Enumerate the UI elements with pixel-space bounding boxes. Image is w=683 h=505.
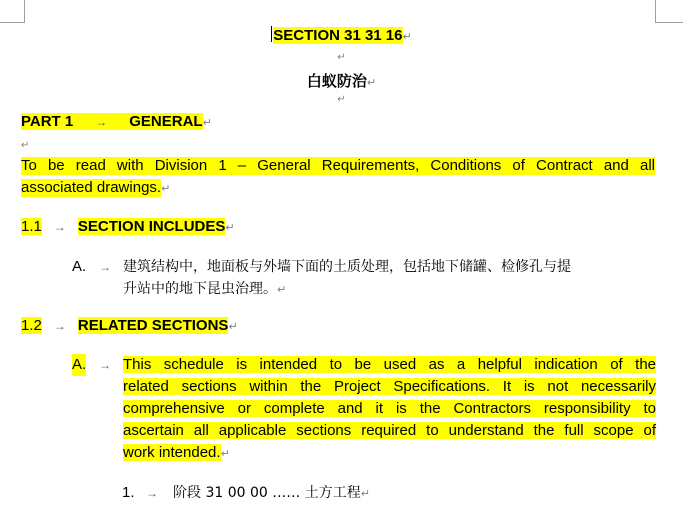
tab-arrow: → — [53, 220, 66, 234]
item-line-2: 升站中的地下昆虫治理。 — [123, 281, 277, 297]
section-title-text: SECTION 31 31 16 — [273, 27, 403, 44]
section-1-1-item-a[interactable] — [72, 256, 662, 302]
item-line-3: comprehensive or complete and it is the Contractors responsibility to — [123, 400, 656, 417]
section-1-2-title: RELATED SECTIONS — [77, 317, 229, 334]
item-line-1: 建筑结构中，地面板与外墙下面的土质处理，包括地下储罐、检修孔与提 — [123, 259, 571, 275]
tab-arrow: → — [99, 260, 111, 274]
item-text — [123, 354, 656, 465]
list-item-number: 1. — [122, 484, 135, 501]
section-subtitle[interactable] — [0, 70, 683, 91]
tab-arrow: → — [53, 319, 66, 333]
margin-crop-mark-left — [0, 0, 25, 23]
section-1-1-number: 1.1 — [21, 218, 42, 235]
empty-paragraph-mark: ↵ — [21, 140, 30, 151]
part-title: GENERAL — [129, 113, 203, 130]
paragraph-mark: ↵ — [202, 117, 212, 129]
intro-line-1: To be read with Division 1 – General Requirements, Conditions of Contract and all — [21, 157, 655, 174]
section-1-2-number: 1.2 — [21, 317, 42, 334]
part-heading[interactable] — [21, 113, 212, 130]
paragraph-mark: ↵ — [360, 487, 370, 500]
item-label: A. — [72, 258, 87, 275]
paragraph-mark: ↵ — [161, 183, 171, 195]
section-1-2-item-a[interactable] — [72, 354, 662, 466]
part-heading-highlight — [21, 113, 203, 130]
paragraph-mark: ↵ — [220, 448, 230, 460]
margin-crop-mark-right — [655, 0, 683, 23]
intro-paragraph[interactable] — [21, 155, 655, 200]
intro-line-2: associated drawings. — [21, 179, 162, 196]
item-text — [123, 256, 658, 301]
item-line-2: related sections within the Project Specifications. It is not necessarily — [123, 378, 656, 395]
related-section-list-item[interactable] — [122, 482, 522, 504]
tab-arrow: → — [146, 486, 158, 500]
paragraph-mark: ↵ — [228, 321, 238, 333]
section-subtitle-text: 白蚁防治 — [306, 72, 367, 90]
tab-arrow: → — [99, 358, 111, 372]
empty-paragraph-mark: ↵ — [337, 52, 346, 63]
section-1-2-heading[interactable] — [21, 317, 238, 334]
item-line-1: This schedule is intended to be used as a helpful indication of the — [123, 356, 656, 373]
section-1-1-title: SECTION INCLUDES — [77, 218, 226, 235]
tab-arrow: → — [95, 115, 108, 129]
item-label: A. — [72, 354, 86, 376]
empty-paragraph-mark: ↵ — [337, 94, 346, 105]
section-title[interactable] — [0, 26, 683, 44]
item-line-4: ascertain all applicable sections required to understand the full scope of — [123, 422, 656, 439]
list-item-text-content: 阶段 31 00 00 …… 土方工程 — [173, 485, 361, 501]
paragraph-mark: ↵ — [366, 76, 377, 89]
part-number: PART 1 — [21, 113, 74, 130]
paragraph-mark: ↵ — [225, 222, 235, 234]
paragraph-mark: ↵ — [277, 283, 287, 296]
item-line-5: work intended. — [123, 444, 221, 461]
paragraph-mark: ↵ — [402, 31, 412, 43]
list-item-text — [173, 482, 370, 505]
section-1-1-heading[interactable] — [21, 218, 235, 235]
